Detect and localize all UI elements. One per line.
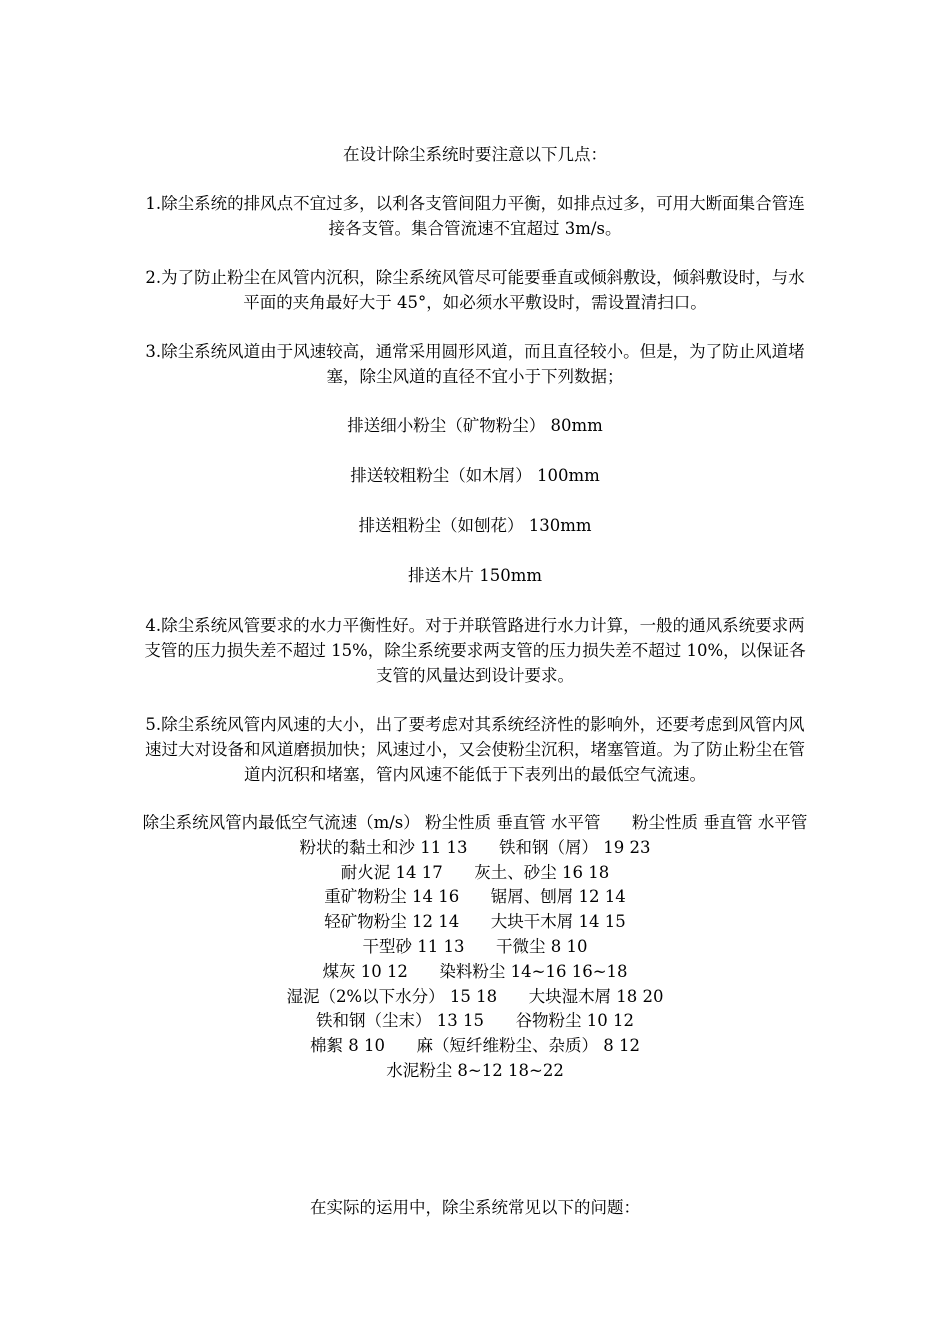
table-row: 干型砂 11 13 干微尘 8 10	[362, 936, 588, 956]
table-row: 重矿物粉尘 14 16 锯屑、刨屑 12 14	[324, 887, 626, 907]
closing-heading: 在实际的运用中，除尘系统常见以下的问题：	[310, 1198, 640, 1217]
diameter-item-wood-chips: 排送木片 150mm	[407, 566, 543, 585]
table-row: 粉状的黏土和沙 11 13 铁和钢（屑） 19 23	[299, 837, 651, 857]
table-row: 湿泥（2%以下水分） 15 18 大块湿木屑 18 20	[286, 986, 664, 1006]
point-2: 2.为了防止粉尘在风管内沉积，除尘系统风管尽可能要垂直或倾斜敷设，倾斜敷设时，与水平面的夹角最好大于 45°，如必须水平敷设时，需设置清扫口。	[145, 268, 805, 312]
diameter-item-shavings: 排送粗粉尘（如刨花） 130mm	[358, 516, 592, 535]
point-5: 5.除尘系统风管内风速的大小，出了要考虑对其系统经济性的影响外，还要考虑到风管内风速过大对设备和风道磨损加快；风速过小，又会使粉尘沉积，堵塞管道。为了防止粉尘在管道内沉积和堵塞，管内风速不能低于下表列出的最低空气流速。	[145, 715, 805, 784]
table-row: 煤灰 10 12 染料粉尘 14~16 16~18	[322, 961, 628, 981]
point-4: 4.除尘系统风管要求的水力平衡性好。对于并联管路进行水力计算，一般的通风系统要求两支管的压力损失差不超过 15%，除尘系统要求两支管的压力损失差不超过 10%，以保证各支管的风量达到设计要求。	[144, 616, 806, 685]
table-row: 棉絮 8 10 麻（短纤维粉尘、杂质） 8 12	[310, 1036, 640, 1056]
velocity-table-header: 除尘系统风管内最低空气流速（m/s） 粉尘性质 垂直管 水平管 粉尘性质 垂直管 水平管	[142, 813, 808, 832]
diameter-item-coarse-dust: 排送较粗粉尘（如木屑） 100mm	[350, 466, 600, 485]
document-body	[142, 142, 808, 1084]
table-row: 耐火泥 14 17 灰土、砂尘 16 18	[340, 862, 610, 882]
diameter-item-fine-dust: 排送细小粉尘（矿物粉尘） 80mm	[347, 416, 603, 435]
intro-heading: 在设计除尘系统时要注意以下几点：	[343, 145, 607, 164]
table-row: 轻矿物粉尘 12 14 大块干木屑 14 15	[324, 912, 626, 932]
velocity-table	[142, 811, 808, 1084]
table-row: 水泥粉尘 8~12 18~22	[386, 1060, 564, 1080]
point-3: 3.除尘系统风道由于风速较高，通常采用圆形风道，而且直径较小。但是，为了防止风道堵塞，除尘风道的直径不宜小于下列数据；	[145, 342, 805, 386]
point-1: 1.除尘系统的排风点不宜过多，以利各支管间阻力平衡，如排点过多，可用大断面集合管连接各支管。集合管流速不宜超过 3m/s。	[145, 194, 805, 238]
table-row: 铁和钢（尘末） 13 15 谷物粉尘 10 12	[316, 1011, 634, 1031]
